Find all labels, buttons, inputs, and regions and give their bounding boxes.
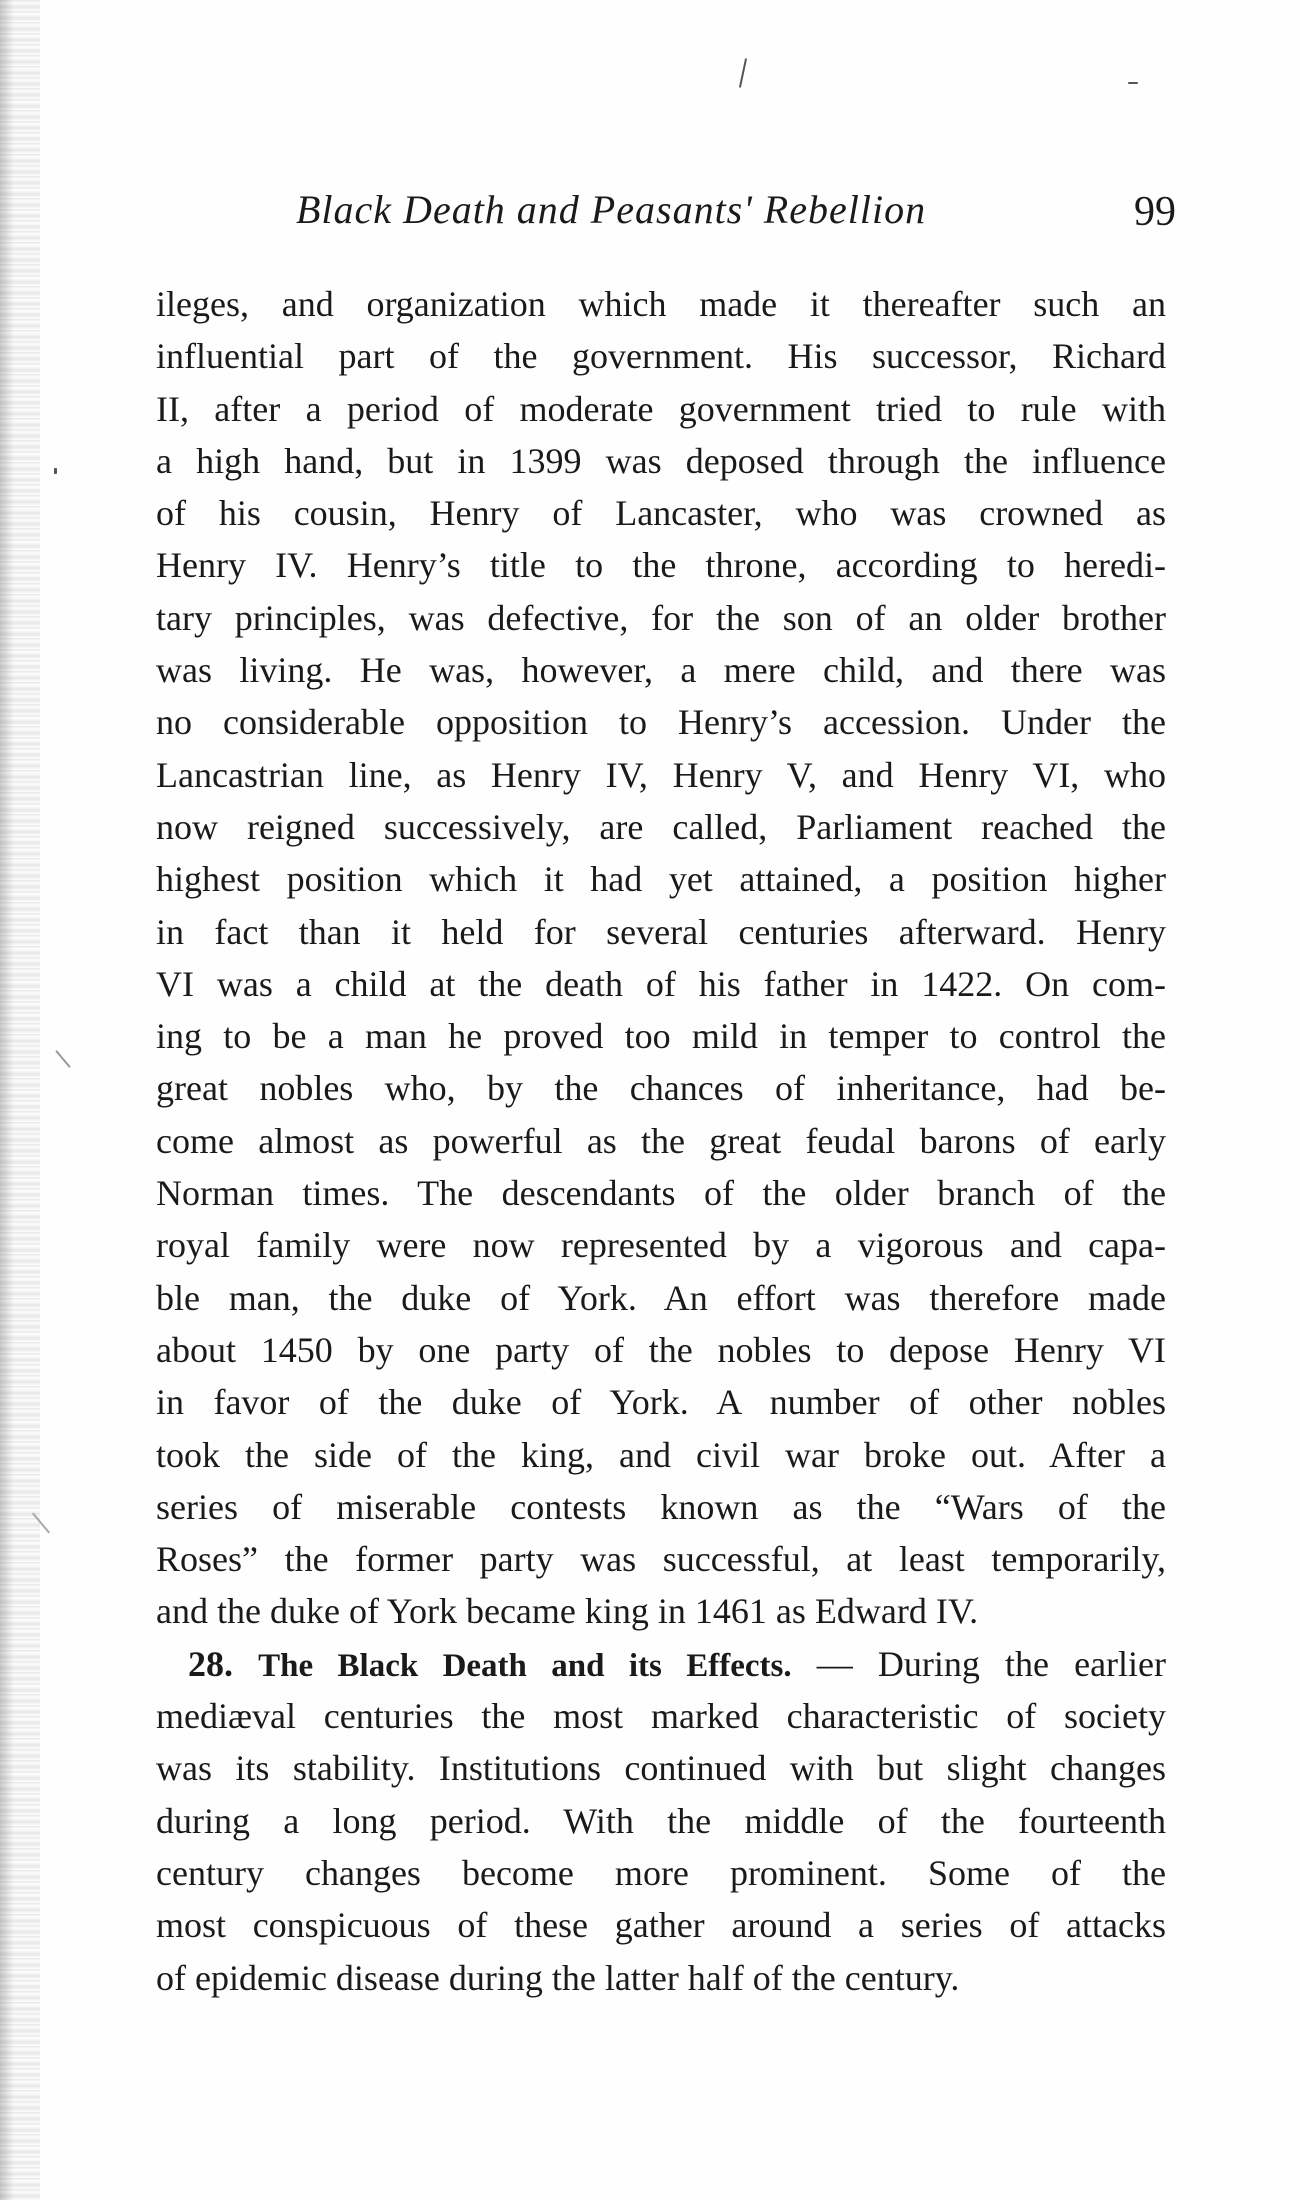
text-line: in fact than it held for several centuries afterward. Henry [156,911,1166,952]
text-line: Roses” the former party was successful, at least temporarily, [156,1539,1166,1580]
text-line: no considerable opposition to Henry’s accession. Under the [156,702,1166,743]
page-gutter-shadow [0,0,40,2200]
text-line: most conspicuous of these gather around a series of attacks [156,1905,1166,1946]
text-line: in favor of the duke of York. A number of other nobles [156,1382,1166,1423]
text-line: about 1450 by one party of the nobles to depose Henry VI [156,1329,1166,1370]
text-line: come almost as powerful as the great feudal barons of early [156,1120,1166,1161]
text-line: Norman times. The descendants of the older branch of the [156,1173,1166,1214]
text-line: of his cousin, Henry of Lancaster, who was crowned as [156,493,1166,534]
ink-speck [54,468,57,474]
text-line: VI was a child at the death of his father in 1422. On com- [156,963,1166,1004]
section-heading-line [156,1638,1166,1690]
text-line: now reigned successively, are called, Parliament reached the [156,806,1166,847]
text-line: II, after a period of moderate government tried to rule with [156,388,1166,429]
text-line: was living. He was, however, a mere child, and there was [156,650,1166,691]
ink-speck [55,1050,71,1068]
text-line: ble man, the duke of York. An effort was therefore made [156,1277,1166,1318]
paragraph-end-line: and the duke of York became king in 1461 as Edward IV. [156,1591,979,1632]
text-line: tary principles, was defective, for the son of an older brother [156,597,1166,638]
text-line: ileges, and organization which made it thereafter such an [156,284,1166,324]
text-line: a high hand, but in 1399 was deposed through the influence [156,440,1166,481]
text-line: was its stability. Institutions continued with but slight changes [156,1748,1166,1789]
text-line: Lancastrian line, as Henry IV, Henry V, and Henry VI, who [156,754,1166,795]
text-line: series of miserable contests known as the “Wars of the [156,1486,1166,1527]
text-line: royal family were now represented by a vigorous and capa- [156,1225,1166,1266]
page-number: 99 [1134,189,1176,235]
text-line: influential part of the government. His successor, Richard [156,336,1166,377]
text-line: great nobles who, by the chances of inheritance, had be- [156,1068,1166,1109]
running-title: Black Death and Peasants' Rebellion [296,187,927,232]
text-line: took the side of the king, and civil war broke out. After a [156,1434,1166,1475]
ink-speck [739,58,747,88]
ink-speck [1128,82,1138,84]
section-number: 28. [188,1643,233,1684]
text-line: mediæval centuries the most marked characteristic of society [156,1696,1166,1737]
running-header [296,186,1176,246]
text-line: highest position which it had yet attained, a position higher [156,859,1166,900]
text-line: ing to be a man he proved too mild in temper to control the [156,1016,1166,1057]
section-first-line-text: — During the earlier [816,1643,1167,1684]
paragraph-end-line: of epidemic disease during the latter half of the century. [156,1957,960,1998]
text-line: during a long period. With the middle of the fourteenth [156,1800,1166,1841]
text-line: century changes become more prominent. Some of the [156,1852,1166,1893]
body-text [156,278,1166,2004]
text-line: Henry IV. Henry’s title to the throne, according to heredi- [156,545,1166,586]
section-title: The Black Death and its Effects. [258,1647,792,1684]
